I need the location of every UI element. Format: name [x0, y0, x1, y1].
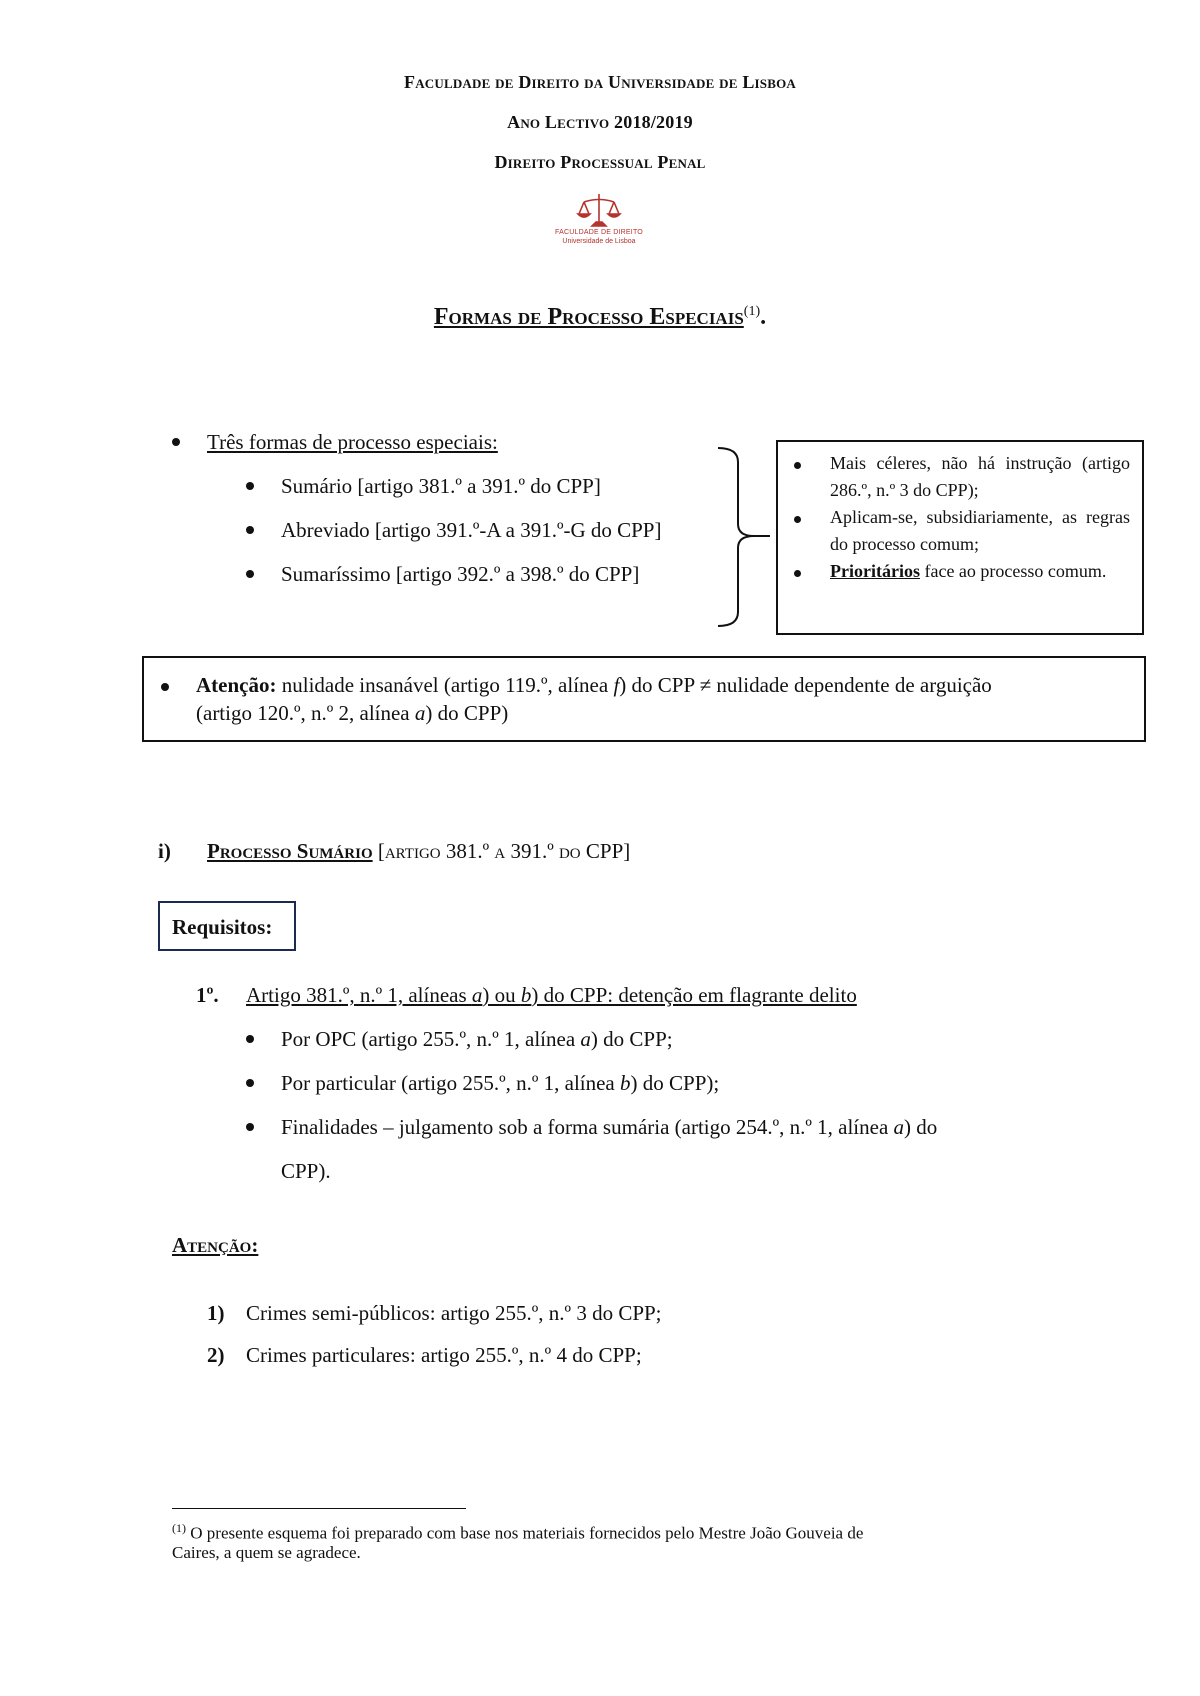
- atencao-item-number: 2): [207, 1343, 225, 1367]
- requirement-opc: Por OPC (artigo 255.º, n.º 1, alínea a) do CPP;: [281, 1027, 673, 1051]
- page-title: [0, 304, 1200, 331]
- prioritarios-label: Prioritários: [830, 561, 920, 581]
- atencao-particulares: Crimes particulares: artigo 255.º, n.º 4 do CPP;: [246, 1343, 642, 1367]
- section-number: i): [158, 839, 171, 863]
- requirement-number: 1º.: [196, 983, 219, 1007]
- right-brace-icon: [716, 446, 772, 628]
- section-title: [207, 838, 630, 864]
- header-academic-year: Ano Lectivo 2018/2019: [507, 112, 693, 132]
- footnote-separator: [172, 1508, 466, 1509]
- requirement-finalidades-cont: CPP).: [281, 1159, 331, 1183]
- atencao-semi-publicos: Crimes semi-públicos: artigo 255.º, n.º 3 do CPP;: [246, 1301, 662, 1325]
- characteristic-subsidiarias: Aplicam-se, subsidiariamente, as regras do processo comum;: [830, 507, 1130, 554]
- bullet-icon: [172, 438, 180, 446]
- atencao-item-number: 1): [207, 1301, 225, 1325]
- bullet-icon: [794, 570, 801, 577]
- bullet-icon: [794, 516, 801, 523]
- bullet-icon: [246, 1035, 254, 1043]
- bullet-icon: [161, 683, 169, 691]
- page-title-suffix: .: [760, 304, 767, 330]
- prioritarios-text: face ao processo comum.: [919, 561, 1107, 581]
- scales-of-justice-icon: [552, 192, 646, 232]
- forms-intro: Três formas de processo especiais:: [207, 430, 498, 454]
- bullet-icon: [794, 462, 801, 469]
- requirement-finalidades: Finalidades – julgamento sob a forma sumária (artigo 254.º, n.º 1, alínea a) do: [281, 1115, 938, 1139]
- header-course: Direito Processual Penal: [494, 152, 706, 172]
- footnote-line-2: Caires, a quem se agradece.: [172, 1543, 361, 1562]
- nullity-line-2: (artigo 120.º, n.º 2, alínea a) do CPP): [196, 701, 509, 725]
- form-item-sumarissimo: Sumaríssimo [artigo 392.º a 398.º do CPP]: [281, 562, 640, 586]
- section-title-text: Processo Sumário: [207, 839, 373, 863]
- footnote-reference[interactable]: (1): [743, 304, 761, 319]
- form-item-abreviado: Abreviado [artigo 391.º-A a 391.º-G do CPP]: [281, 518, 662, 542]
- bullet-icon: [246, 570, 254, 578]
- requirement-particular: Por particular (artigo 255.º, n.º 1, alínea b) do CPP);: [281, 1071, 720, 1095]
- requirement-1-text: Artigo 381.º, n.º 1, alíneas a) ou b) do CPP: detenção em flagrante delito: [246, 983, 857, 1007]
- characteristic-prioritarios: [830, 558, 1130, 585]
- logo-text-faculty: FACULDADE DE DIREITO: [555, 229, 643, 236]
- requisitos-label: Requisitos:: [172, 915, 273, 939]
- bullet-icon: [246, 1123, 254, 1131]
- nullity-attention-box: [142, 656, 1146, 742]
- section-title-articles: [artigo 381.º a 391.º do CPP]: [377, 839, 631, 863]
- faculty-logo: [552, 192, 646, 252]
- requisitos-box: [158, 901, 296, 951]
- atencao-heading: Atenção:: [172, 1233, 259, 1257]
- attention-label: Atenção:: [196, 673, 277, 697]
- footnote-line-1: $^{(1)}$ O presente esquema foi preparado com base nos materiais fornecidos pelo Mestre João Gouveia de: [172, 1521, 864, 1543]
- logo-text-university: Universidade de Lisboa: [562, 238, 636, 245]
- page-title-text: Formas de Processo Especiais: [433, 304, 744, 330]
- bullet-icon: [246, 526, 254, 534]
- form-item-sumario: Sumário [artigo 381.º a 391.º do CPP]: [281, 474, 601, 498]
- nullity-line-1: Atenção: nulidade insanável (artigo 119.º, alínea f) do CPP ≠ nulidade dependente de arguição: [196, 673, 992, 697]
- characteristics-box: [776, 440, 1144, 635]
- bullet-icon: [246, 1079, 254, 1087]
- bullet-icon: [246, 482, 254, 490]
- header-institution: Faculdade de Direito da Universidade de Lisboa: [404, 72, 796, 92]
- footnote-marker: (1): [172, 1521, 186, 1535]
- characteristic-celeres: Mais céleres, não há instrução (artigo 286.º, n.º 3 do CPP);: [830, 453, 1130, 500]
